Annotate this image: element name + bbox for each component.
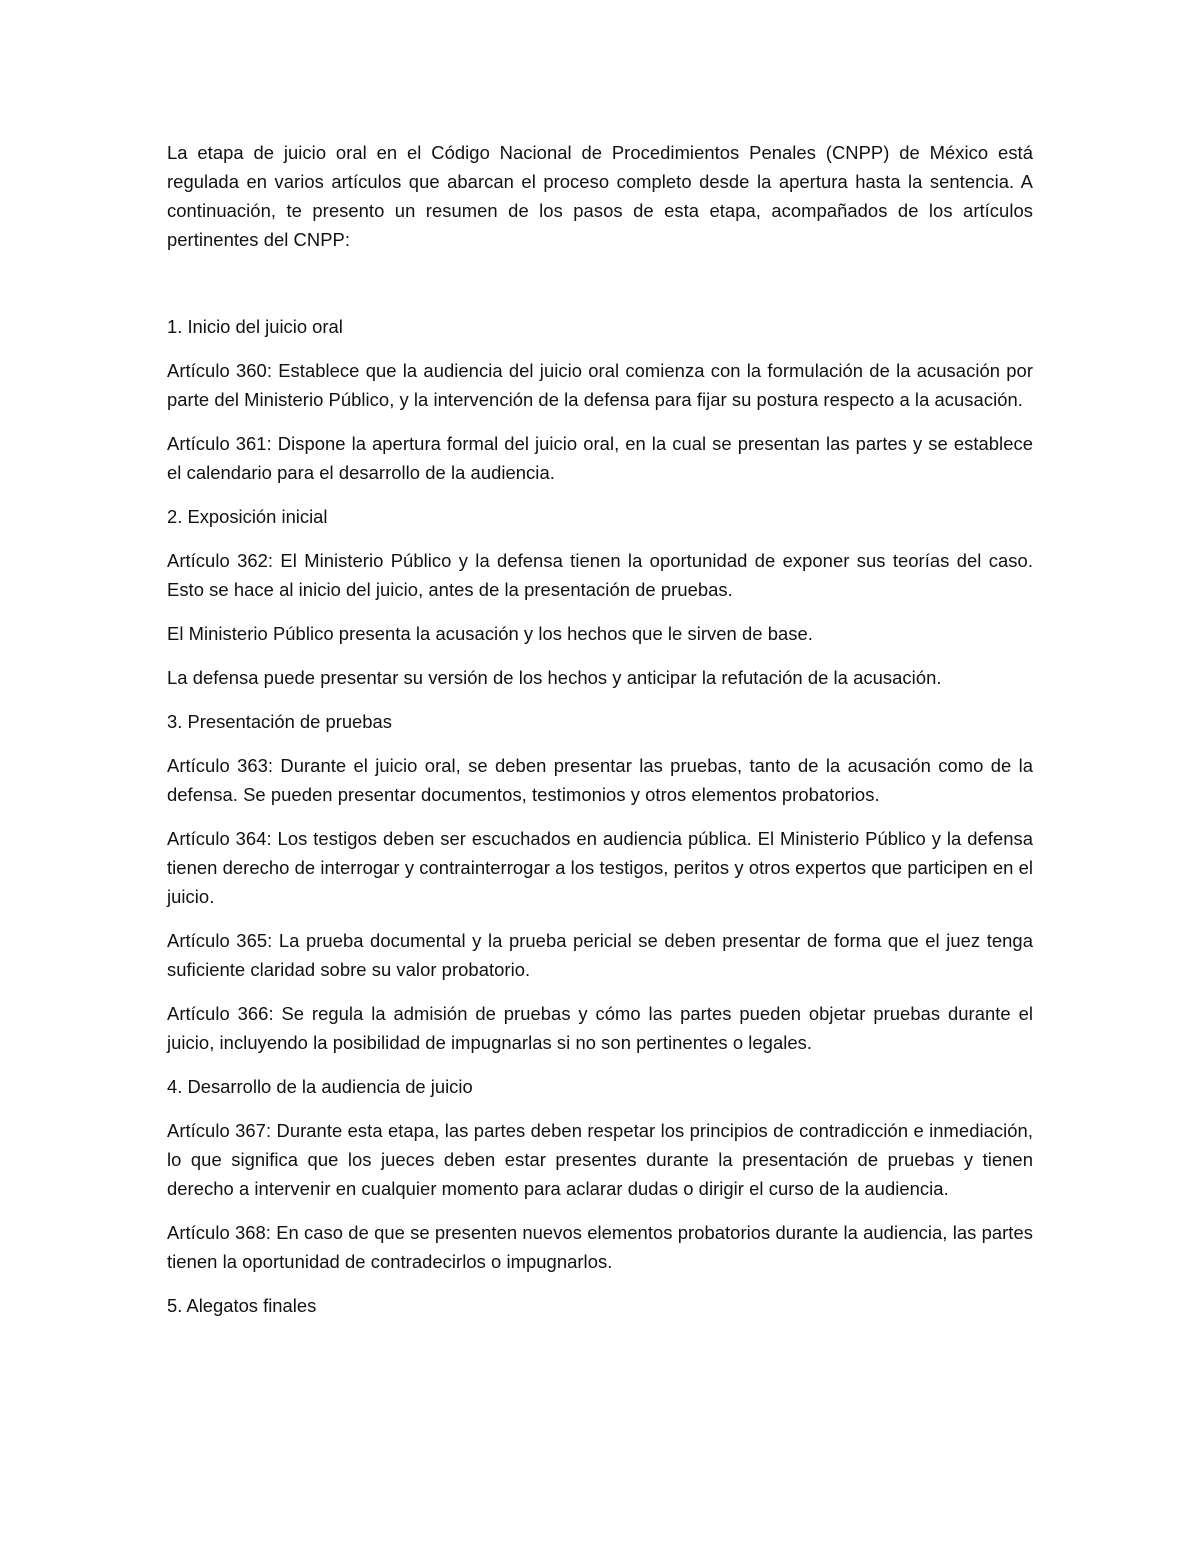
ministerio-publico-paragraph: El Ministerio Público presenta la acusación y los hechos que le sirven de base.	[167, 623, 813, 644]
article-368-paragraph: Artículo 368: En caso de que se presenten nuevos elementos probatorios durante la audiencia, las partes tienen la oportunidad de contradecirlos o impugnarlos.	[167, 1222, 1033, 1272]
section-heading-1: 1. Inicio del juicio oral	[167, 316, 343, 337]
section-heading-3: 3. Presentación de pruebas	[167, 711, 392, 732]
intro-paragraph: La etapa de juicio oral en el Código Nacional de Procedimientos Penales (CNPP) de México está regulada en varios artículos que abarcan el proceso completo desde la apertura hasta la sentencia. A continuación, te presento un resumen de los pasos de esta etapa, acompañados de los artículos pertinentes del CNPP:	[167, 142, 1033, 250]
section-heading-4: 4. Desarrollo de la audiencia de juicio	[167, 1076, 473, 1097]
article-361-paragraph: Artículo 361: Dispone la apertura formal del juicio oral, en la cual se presentan las partes y se establece el calendario para el desarrollo de la audiencia.	[167, 433, 1033, 483]
article-363-paragraph: Artículo 363: Durante el juicio oral, se deben presentar las pruebas, tanto de la acusación como de la defensa. Se pueden presentar documentos, testimonios y otros elementos probatorios.	[167, 755, 1033, 805]
article-365-paragraph: Artículo 365: La prueba documental y la prueba pericial se deben presentar de forma que el juez tenga suficiente claridad sobre su valor probatorio.	[167, 930, 1033, 980]
article-360-paragraph: Artículo 360: Establece que la audiencia del juicio oral comienza con la formulación de la acusación por parte del Ministerio Público, y la intervención de la defensa para fijar su postura respecto a la acusación.	[167, 360, 1033, 410]
article-366-paragraph: Artículo 366: Se regula la admisión de pruebas y cómo las partes pueden objetar pruebas durante el juicio, incluyendo la posibilidad de impugnarlas si no son pertinentes o legales.	[167, 1003, 1033, 1053]
defensa-paragraph: La defensa puede presentar su versión de los hechos y anticipar la refutación de la acusación.	[167, 667, 942, 688]
document-page	[167, 138, 1033, 1335]
section-heading-2: 2. Exposición inicial	[167, 506, 328, 527]
article-362-paragraph: Artículo 362: El Ministerio Público y la defensa tienen la oportunidad de exponer sus teorías del caso. Esto se hace al inicio del juicio, antes de la presentación de pruebas.	[167, 550, 1033, 600]
section-heading-5: 5. Alegatos finales	[167, 1295, 317, 1316]
article-367-paragraph: Artículo 367: Durante esta etapa, las partes deben respetar los principios de contradicción e inmediación, lo que significa que los jueces deben estar presentes durante la presentación de pruebas y tienen derecho a intervenir en cualquier momento para aclarar dudas o dirigir el curso de la audiencia.	[167, 1120, 1033, 1199]
article-364-paragraph: Artículo 364: Los testigos deben ser escuchados en audiencia pública. El Ministerio Público y la defensa tienen derecho de interrogar y contrainterrogar a los testigos, peritos y otros expertos que participen en el juicio.	[167, 828, 1033, 907]
